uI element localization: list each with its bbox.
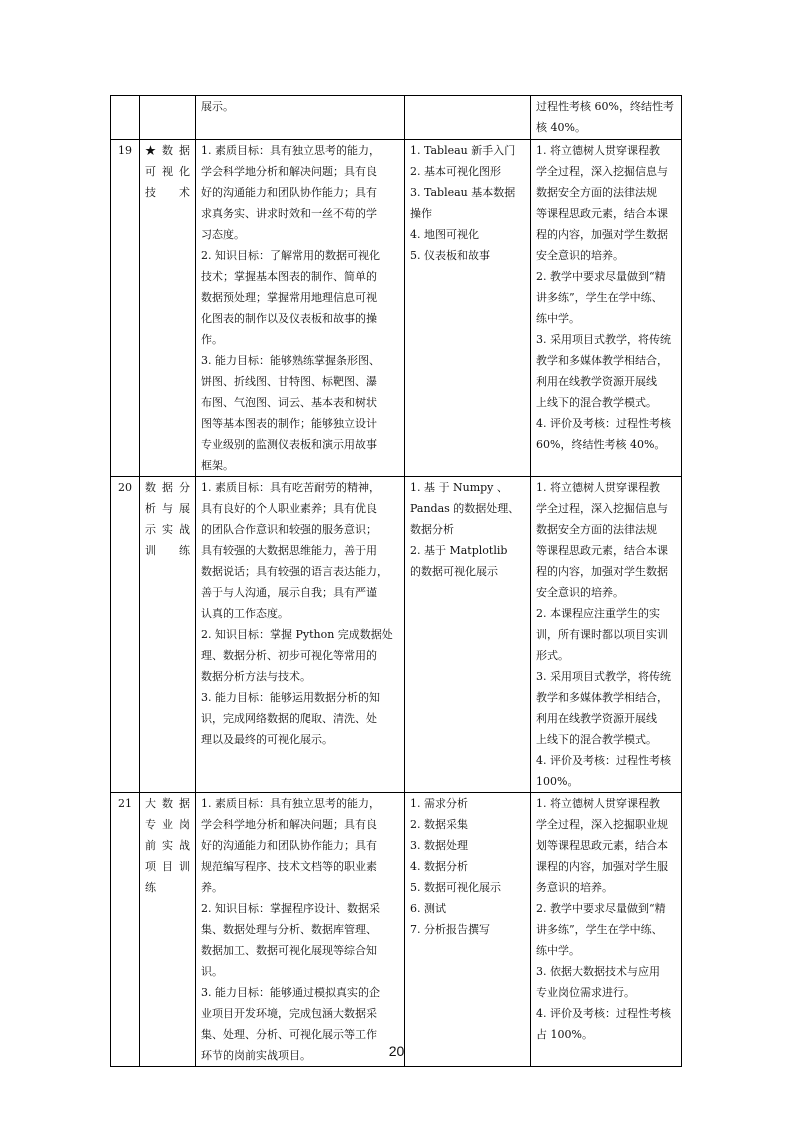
course-goals xyxy=(196,96,405,140)
text-line: 等课程思政元素，结合本课 xyxy=(536,544,668,557)
text-line: 3. 数据处理 xyxy=(410,839,468,852)
text-line: 集、数据处理与分析、数据库管理、 xyxy=(201,923,377,936)
text-line: 讲多练”，学生在学中练、 xyxy=(536,923,663,936)
text-line: 数据说话；具有较强的语言表达能力， xyxy=(201,565,388,578)
row-number: 19 xyxy=(111,140,140,477)
text-line: 化图表的制作以及仪表板和故事的操 xyxy=(201,312,377,325)
text-line: 1. 基 于 Numpy 、 xyxy=(410,481,508,494)
text-line: 操作 xyxy=(410,207,432,220)
teaching-requirements xyxy=(531,140,682,477)
text-line: 1. 将立德树人贯穿课程教 xyxy=(536,144,660,157)
course-name xyxy=(140,477,196,793)
text-line: 3. Tableau 基本数据 xyxy=(410,186,516,199)
text-line: 1. 需求分析 xyxy=(410,797,468,810)
text-line: 数据分析 xyxy=(410,523,454,536)
text-line: 学会科学地分析和解决问题；具有良 xyxy=(201,818,377,831)
text-line: 6. 测试 xyxy=(410,902,446,915)
text-line: 练中学。 xyxy=(536,944,580,957)
text-line: 数据预处理；掌握常用地理信息可视 xyxy=(201,291,377,304)
text-line: 占 100%。 xyxy=(536,1028,593,1041)
text-line: 数据安全方面的法律法规 xyxy=(536,523,657,536)
table-row xyxy=(111,793,682,1067)
text-line: 业项目开发环境，完成包涵大数据采 xyxy=(201,1007,377,1020)
text-line: 学会科学地分析和解决问题；具有良 xyxy=(201,165,377,178)
text-line: 程的内容，加强对学生数据 xyxy=(536,228,668,241)
teaching-requirements xyxy=(531,793,682,1067)
text-line: 认真的工作态度。 xyxy=(201,607,289,620)
text-line: 核 40%。 xyxy=(536,121,586,134)
text-line: 4. 评价及考核：过程性考核 xyxy=(536,1007,671,1020)
text-line: 安全意识的培养。 xyxy=(536,586,624,599)
text-line: 的团队合作意识和较强的服务意识； xyxy=(201,523,377,536)
text-line: 2. 本课程应注重学生的实 xyxy=(536,607,660,620)
text-line: 1. 将立德树人贯穿课程教 xyxy=(536,481,660,494)
course-goals xyxy=(196,140,405,477)
text-line: 7. 分析报告撰写 xyxy=(410,923,490,936)
text-line: 数据加工、数据可视化展现等综合知 xyxy=(201,944,377,957)
text-line: 识。 xyxy=(201,965,223,978)
text-line: 数据安全方面的法律法规 xyxy=(536,186,657,199)
text-line: 4. 数据分析 xyxy=(410,860,468,873)
course-table-body xyxy=(111,96,682,1067)
text-line: 课程的内容，加强对学生服 xyxy=(536,860,668,873)
row-number: 20 xyxy=(111,477,140,793)
text-line: 2. 教学中要求尽量做到“精 xyxy=(536,270,666,283)
text-line: 项目训 xyxy=(145,860,190,873)
text-line: ★数据 xyxy=(145,144,190,157)
main-content xyxy=(405,96,531,140)
text-line: 数据分 xyxy=(145,481,190,494)
table-row xyxy=(111,477,682,793)
text-line: 习态度。 xyxy=(201,228,245,241)
text-line: 程的内容，加强对学生数据 xyxy=(536,565,668,578)
main-content xyxy=(405,140,531,477)
text-line: 专业岗 xyxy=(145,818,190,831)
main-content xyxy=(405,477,531,793)
text-line: 3. 采用项目式教学，将传统 xyxy=(536,333,671,346)
text-line: 4. 评价及考核：过程性考核 xyxy=(536,417,671,430)
text-line: 2. 知识目标：了解常用的数据可视化 xyxy=(201,249,380,262)
text-line: 2. 知识目标：掌握 Python 完成数据处 xyxy=(201,628,393,641)
text-line: 安全意识的培养。 xyxy=(536,249,624,262)
text-line: 识，完成网络数据的爬取、清洗、处 xyxy=(201,712,377,725)
text-line: 规范编写程序、技术文档等的职业素 xyxy=(201,860,377,873)
course-name xyxy=(140,96,196,140)
text-line: 划等课程思政元素，结合本 xyxy=(536,839,668,852)
main-content xyxy=(405,793,531,1067)
course-goals xyxy=(196,477,405,793)
row-number xyxy=(111,96,140,140)
teaching-requirements xyxy=(531,477,682,793)
text-line: 训练 xyxy=(145,544,190,557)
text-line: 务意识的培养。 xyxy=(536,881,613,894)
text-line: 利用在线教学资源开展线 xyxy=(536,375,657,388)
table-row xyxy=(111,140,682,477)
text-line: 1. 素质目标：具有独立思考的能力， xyxy=(201,144,380,157)
text-line: 训，所有课时都以项目实训 xyxy=(536,628,668,641)
text-line: 析与展 xyxy=(145,502,190,515)
course-table xyxy=(110,95,682,1067)
text-line: 过程性考核 60%，终结性考 xyxy=(536,100,674,113)
course-name xyxy=(140,140,196,477)
text-line: 理以及最终的可视化展示。 xyxy=(201,733,333,746)
text-line: 可视化 xyxy=(145,165,190,178)
text-line: 3. 能力目标：能够通过模拟真实的企 xyxy=(201,986,380,999)
text-line: 前实战 xyxy=(145,839,190,852)
text-line: 2. 数据采集 xyxy=(410,818,468,831)
text-line: 2. 基本可视化图形 xyxy=(410,165,501,178)
text-line: 1. 将立德树人贯穿课程教 xyxy=(536,797,660,810)
text-line: 的数据可视化展示 xyxy=(410,565,498,578)
text-line: 学全过程，深入挖掘职业规 xyxy=(536,818,668,831)
text-line: 上线下的混合教学模式。 xyxy=(536,733,657,746)
text-line: 饼图、折线图、甘特图、标靶图、瀑 xyxy=(201,375,377,388)
text-line: 示实战 xyxy=(145,523,190,536)
text-line: 3. 采用项目式教学，将传统 xyxy=(536,670,671,683)
text-line: 专业级别的监测仪表板和演示用故事 xyxy=(201,438,377,451)
text-line: 练 xyxy=(145,881,156,894)
text-line: 集、处理、分析、可视化展示等工作 xyxy=(201,1028,377,1041)
text-line: 2. 教学中要求尽量做到“精 xyxy=(536,902,666,915)
text-line: 技术 xyxy=(145,186,190,199)
text-line: 养。 xyxy=(201,881,223,894)
text-line: 1. Tableau 新手入门 xyxy=(410,144,516,157)
text-line: 求真务实、讲求时效和一丝不苟的学 xyxy=(201,207,377,220)
text-line: 形式。 xyxy=(536,649,569,662)
text-line: 好的沟通能力和团队协作能力；具有 xyxy=(201,186,377,199)
text-line: 具有较强的大数据思维能力，善于用 xyxy=(201,544,377,557)
text-line: 环节的岗前实战项目。 xyxy=(201,1049,311,1062)
text-line: 1. 素质目标：具有吃苦耐劳的精神， xyxy=(201,481,380,494)
text-line: 展示。 xyxy=(201,100,234,113)
text-line: 好的沟通能力和团队协作能力；具有 xyxy=(201,839,377,852)
row-number: 21 xyxy=(111,793,140,1067)
text-line: 善于与人沟通，展示自我；具有严谨 xyxy=(201,586,377,599)
text-line: 理、数据分析、初步可视化等常用的 xyxy=(201,649,377,662)
text-line: 60%，终结性考核 40%。 xyxy=(536,438,666,451)
text-line: 上线下的混合教学模式。 xyxy=(536,396,657,409)
text-line: 5. 仪表板和故事 xyxy=(410,249,490,262)
text-line: 练中学。 xyxy=(536,312,580,325)
text-line: 5. 数据可视化展示 xyxy=(410,881,501,894)
text-line: 3. 依据大数据技术与应用 xyxy=(536,965,660,978)
text-line: 4. 评价及考核：过程性考核 xyxy=(536,754,671,767)
text-line: 学全过程，深入挖掘信息与 xyxy=(536,502,668,515)
text-line: 学全过程，深入挖掘信息与 xyxy=(536,165,668,178)
text-line: 图等基本图表的制作；能够独立设计 xyxy=(201,417,377,430)
text-line: 教学和多媒体教学相结合， xyxy=(536,691,668,704)
teaching-requirements xyxy=(531,96,682,140)
text-line: 3. 能力目标：能够运用数据分析的知 xyxy=(201,691,380,704)
text-line: 作。 xyxy=(201,333,223,346)
course-name xyxy=(140,793,196,1067)
text-line: 100%。 xyxy=(536,775,579,788)
text-line: 利用在线教学资源开展线 xyxy=(536,712,657,725)
text-line: 技术；掌握基本图表的制作、简单的 xyxy=(201,270,377,283)
text-line: 1. 素质目标：具有独立思考的能力， xyxy=(201,797,380,810)
text-line: 布图、气泡图、词云、基本表和树状 xyxy=(201,396,377,409)
text-line: Pandas 的数据处理、 xyxy=(410,502,520,515)
page-number: 20 xyxy=(388,1043,405,1059)
text-line: 讲多练”，学生在学中练、 xyxy=(536,291,663,304)
text-line: 框架。 xyxy=(201,459,234,472)
text-line: 专业岗位需求进行。 xyxy=(536,986,635,999)
text-line: 数据分析方法与技术。 xyxy=(201,670,311,683)
text-line: 具有良好的个人职业素养；具有优良 xyxy=(201,502,377,515)
text-line: 教学和多媒体教学相结合， xyxy=(536,354,668,367)
text-line: 4. 地图可视化 xyxy=(410,228,479,241)
course-goals xyxy=(196,793,405,1067)
text-line: 3. 能力目标：能够熟练掌握条形图、 xyxy=(201,354,380,367)
text-line: 大数据 xyxy=(145,797,190,810)
text-line: 2. 基于 Matplotlib xyxy=(410,544,508,557)
table-row xyxy=(111,96,682,140)
text-line: 2. 知识目标：掌握程序设计、数据采 xyxy=(201,902,380,915)
text-line: 等课程思政元素，结合本课 xyxy=(536,207,668,220)
